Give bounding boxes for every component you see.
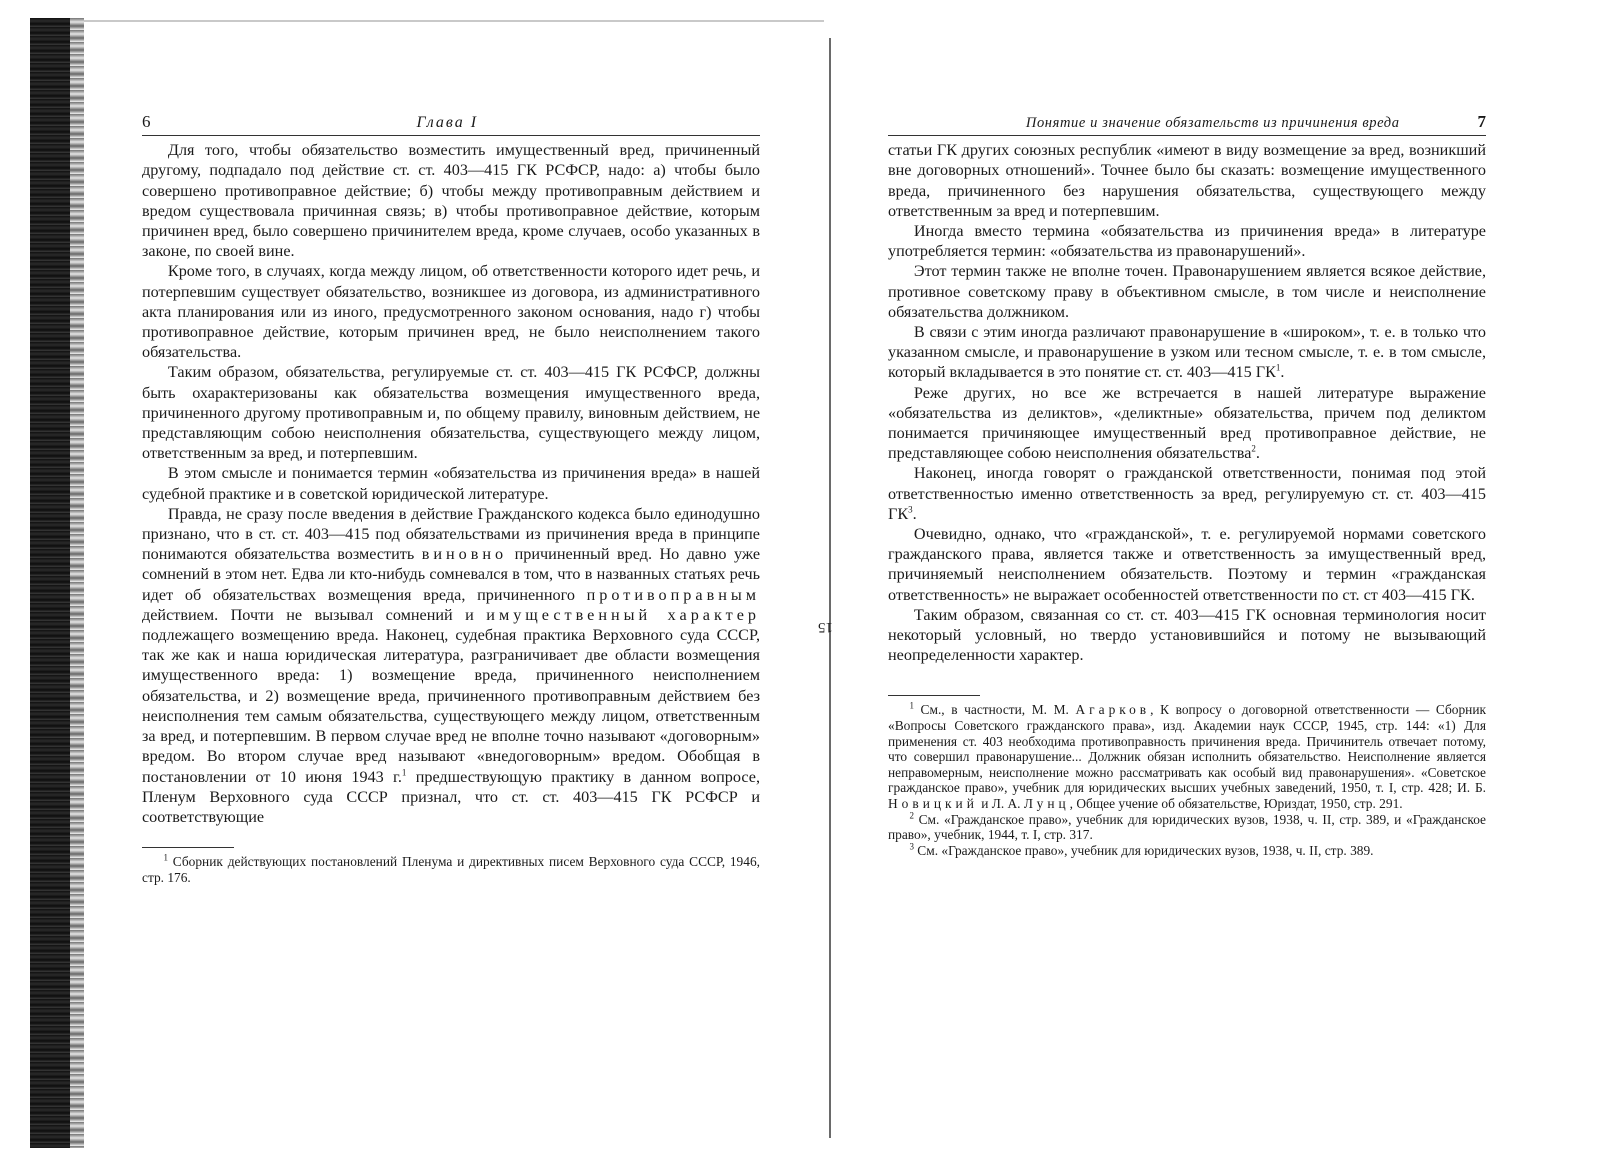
emphasis-text: противоправным [586,585,761,604]
footnote-text: , К вопросу о договорной ответственности — Сборник «Вопросы Советского гражданского права», изд. Академии наук СССР, 1945, стр. 144: «1) Для применения ст. 403 необходима противоправность причинения вреда. Причинитель отвечает потому, что совершил правонарушение... Должник обязан исполнить обязательство. Неисполнение является неправомерным, неисполнение можно рассматривать как особый вид правонарушения». «Советское гражданское право», учебник для юридических высших учебных заведений, 1950, т. I, стр. 428; И. Б. [888,702,1486,796]
footnote-text: См., в частности, М. М. [920,702,1069,718]
footnote [888,702,1486,811]
footnote-rule [888,695,980,696]
text-run: . [1280,363,1285,382]
text-run: В связи с этим иногда различают правонарушение в «широком», т. е. в только что указанном смысле, и правонарушение в узком или тесном смысле, т. е. в том смысле, который вкладывается в это понятие ст. ст. 403—415 ГК [888,323,1486,382]
author-name: Новицкий [888,796,978,812]
footnote-mark: 2 [909,810,914,821]
paragraph: Кроме того, в случаях, когда между лицом, об ответственности которого идет речь, и потерпевшим существует обязательство, возникшее из договора, из административного акта планирования или из иного, предусмотренного законом основания, надо г) чтобы противоправное действие, которым причинен вред, не было неисполнением такого обязательства. [142,262,760,362]
footnote [888,812,1486,843]
left-page-header [142,112,760,136]
right-page-body [888,140,1486,665]
footnote-ref: 1 [1275,363,1281,374]
text-run: предшествующую практику в данном вопросе, Пленум Верховного суда СССР признал, что ст. ст. 403—415 ГК РСФСР и соответствующие [142,767,761,826]
footnote-ref: 1 [401,767,407,778]
footnote-text: и Л. А. [981,796,1021,812]
footnote-ref: 2 [1251,443,1256,454]
paragraph: статьи ГК других союзных республик «имеют в виду возмещение за вред, возникший вне договорных отношений». Точнее было бы сказать: возмещение имущественного вреда, причиненного без нарушения обязательства, существующего между ответственным за вред и потерпевшим. [888,141,1486,220]
paragraph [888,383,1486,464]
paragraph: Этот термин также не вполне точен. Правонарушением является всякое действие, противное советскому праву в объективном смысле, в том числе и неисполнение обязательства должником. [888,262,1486,321]
paragraph [888,463,1486,524]
text-run: . [912,504,917,523]
text-run: действием. Почти не вызывал сомнений и [142,605,474,624]
right-page [888,112,1486,858]
gutter-folio-number: 15 [818,619,833,635]
footnote [888,843,1486,859]
footnote-text: См. «Гражданское право», учебник для юридических вузов, 1938, ч. II, стр. 389. [917,842,1374,858]
page-top-edge [84,20,824,22]
paragraph: Иногда вместо термина «обязательства из причинения вреда» в литературе употребляется термин: «обязательства из правонарушений». [888,222,1486,261]
right-footnotes [888,702,1486,858]
footnote-ref: 3 [908,504,913,515]
left-footnotes [142,854,760,885]
text-run: Правда, не сразу после введения в действие Гражданского кодекса было единодушно признано, что в ст. ст. 403—415 под обязательствами из причинения вреда в принципе понимаются обязательства возместить [142,504,760,564]
footnote-text: См. «Гражданское право», учебник для юридических вузов, 1938, ч. II, стр. 389, и «Гражданское право», учебник, 1944, т. I, стр. 317. [888,811,1486,843]
scan-binding-edge [30,18,70,1148]
left-page-body [142,140,760,827]
paragraph: Очевидно, однако, что «гражданской», т. е. регулируемой нормами советского гражданского права, является также и ответственность за имущественный вред, причиняемый неисполнением обязательств. Поэтому и термин «гражданская ответственность» не выражает особенностей ответственности по ст. ст 403—415 ГК. [888,525,1486,604]
emphasis-text: виновно [421,545,508,564]
paragraph: В этом смысле и понимается термин «обязательства из причинения вреда» в нашей судебной практике и в советской юридической литературе. [142,464,760,503]
paragraph [888,322,1486,383]
footnote-text: , Общее учение об обязательстве, Юриздат, 1950, стр. 291. [1069,796,1403,812]
text-run: Наконец, иногда говорят о гражданской ответственности, понимая под этой ответственностью именно ответственность за вред, регулируемую ст. ст. 403—415 ГК [888,464,1486,523]
running-head: Глава I [416,114,479,131]
book-gutter [829,38,831,1138]
footnote-text: Сборник действующих постановлений Пленума и директивных писем Верховного суда СССР, 1946, стр. 176. [142,854,760,885]
paragraph: Таким образом, связанная со ст. ст. 403—415 ГК основная терминология носит некоторый условный, но твердо установившийся и потому не вызывающий неопределенности характер. [888,605,1486,665]
right-page-header [888,112,1486,136]
emphasis-text: имущественный характер [486,605,760,624]
paragraph: Таким образом, обязательства, регулируемые ст. ст. 403—415 ГК РСФСР, должны быть охарактеризованы как обязательства возмещения имущественного вреда, причиненного другому противоправным и, по общему правилу, виновным действием, не представляющим собою неисполнения обязательства, существующего между лицом, ответственным за вред, и потерпевшим. [142,363,760,463]
left-page [142,112,760,885]
text-run: подлежащего возмещению вреда. Наконец, судебная практика Верховного суда СССР, так же как и наша юридическая литература, разграничивает две области возмещения имущественного вреда: 1) возмещение вреда, причиненного неисполнением обязательства, и 2) возмещение вреда, причиненного противоправным действием без неисполнения тем самым обязательства, существующего между лицом, ответственным за вред, и потерпевшим. В первом случае вред не вполне точно называют «договорным» вредом. Во втором случае вред называют «внедоговорным» вредом. Обобщая в постановлении от 10 июня 1943 г. [142,626,760,786]
footnote [142,854,760,885]
footnote-rule [142,847,234,848]
footnote-mark: 1 [163,852,168,863]
author-name: Агарков [1075,702,1151,718]
text-run: Реже других, но все же встречается в нашей литературе выражение «обязательства из деликтов», «деликтные» обязательства, причем под деликтом понимается причиняющее имущественный вред противоправное действие, не представляющее собою неисполнения обязательства [888,383,1486,463]
text-run: причиненный вред. Но давно уже сомнений в этом нет. Едва ли кто-нибудь сомневался в том, что в названных статьях речь идет об обязательствах возмещения вреда, причиненного [142,545,761,604]
footnote-mark: 1 [909,701,914,712]
author-name: Лунц [1023,796,1070,812]
page-number: 6 [142,112,151,131]
footnote-mark: 3 [909,841,914,852]
page-number: 7 [1477,112,1486,131]
running-head: Понятие и значение обязательств из причинения вреда [1025,115,1400,131]
paragraph: Для того, чтобы обязательство возместить имущественный вред, причиненный другому, подпадало под действие ст. ст. 403—415 ГК РСФСР, надо: а) чтобы было совершено противоправное действие; б) чтобы между противоправным действием и вредом существовала причинная связь; в) чтобы противоправное действие, которым причинен вред, было совершено причинителем вреда, кроме случаев, особо указанных в законе, по своей вине. [142,141,760,261]
text-run: . [1255,444,1260,463]
paragraph [142,504,760,827]
